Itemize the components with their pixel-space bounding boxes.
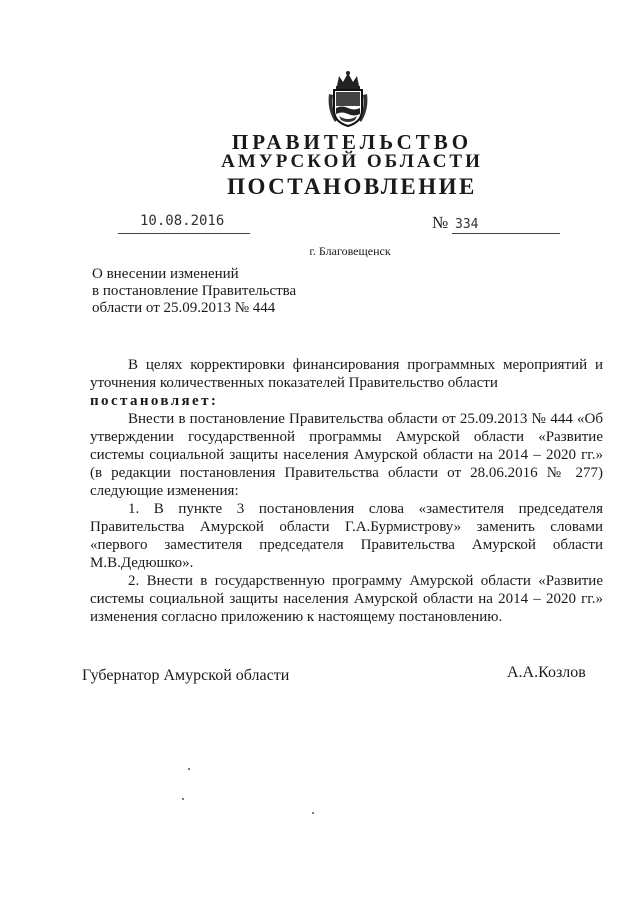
organization-name-line2: АМУРСКОЙ ОБЛАСТИ xyxy=(221,151,483,172)
document-body xyxy=(90,356,603,626)
city-name: г. Благовещенск xyxy=(309,244,391,258)
signer-name: А.А.Козлов xyxy=(507,664,586,681)
main-paragraph: Внести в постановление Правительства области от 25.09.2013 № 444 «Об утверждении государственной программы Амурской области «Развитие системы социальной защиты населения Амурской области на 2014 – 2020 гг.» (в редакции постановления Правительства области от 28.06.2016 № 277) следующие изменения: xyxy=(90,411,603,499)
subject-line: области от 25.09.2013 № 444 xyxy=(92,300,276,316)
amendment-item-1: 1. В пункте 3 постановления слова «заместителя председателя Правительства Амурской области Г.А.Бурмистрову» заменить словами «первого заместителя председателя Правительства Амурской области М.В.Дедюшко». xyxy=(90,501,603,571)
scan-speck xyxy=(312,812,314,814)
preamble-paragraph: В целях корректировки финансирования программных мероприятий и уточнения количественных показателей Правительство области xyxy=(90,357,603,391)
document-date: 10.08.2016 xyxy=(140,213,225,229)
decree-word: постановляет: xyxy=(90,393,219,409)
amendment-item-2: 2. Внести в государственную программу Амурской области «Развитие системы социальной защиты населения Амурской области на 2014 – 2020 гг.» изменения согласно приложению к настоящему постановлению. xyxy=(90,573,603,625)
scan-speck xyxy=(188,768,190,770)
organization-name-line1: ПРАВИТЕЛЬСТВО xyxy=(231,130,473,154)
subject-line: О внесении изменений xyxy=(92,266,239,282)
number-sign: № xyxy=(432,213,449,232)
document-subject xyxy=(92,266,392,317)
signer-position: Губернатор Амурской области xyxy=(82,667,290,684)
document-type-title: ПОСТАНОВЛЕНИЕ xyxy=(227,174,477,199)
scan-speck xyxy=(182,798,184,800)
subject-line: в постановление Правительства xyxy=(92,283,297,299)
coat-of-arms-icon xyxy=(325,70,371,128)
document-number: 334 xyxy=(455,217,479,232)
